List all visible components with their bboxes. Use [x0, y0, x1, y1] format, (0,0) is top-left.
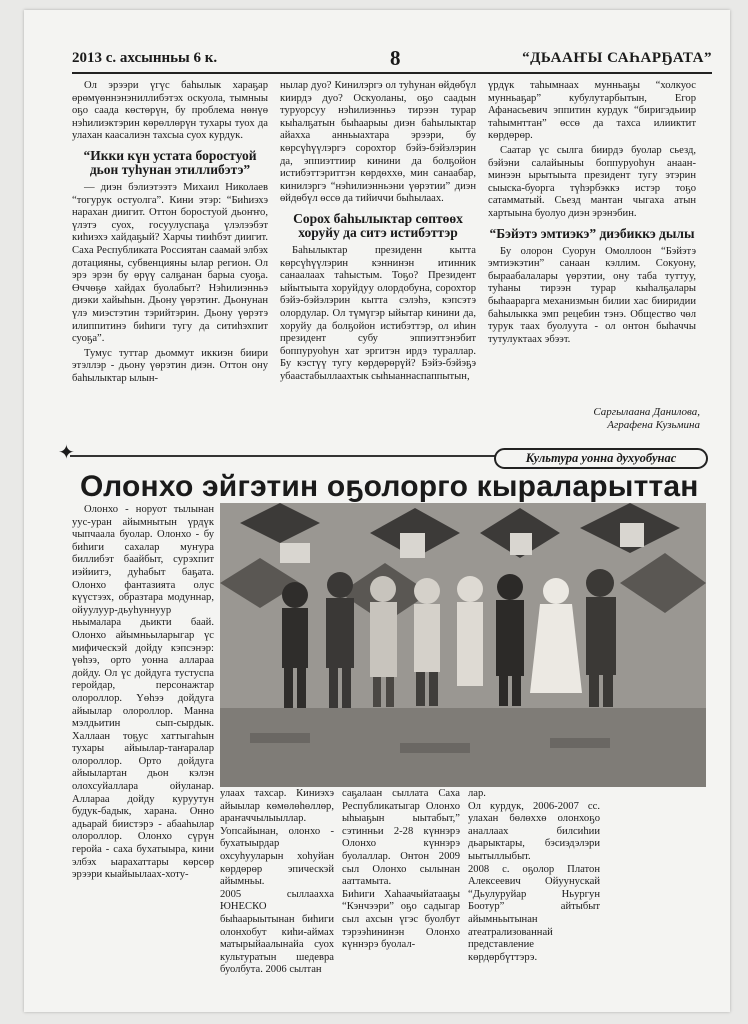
section-rubric: Культура уонна духуобунас: [494, 448, 708, 469]
article2-paragraph: Олонхо - норуот тылынан уус-уран айымнытын үрдүк чыпчаала буолар. Олонхо - бу биһиги сахалар муҥура биллибэт баайбыт, сурэхпит иэйиитэ, дуһабыт баҕата. Олонхо фантазията олус күүстээх, образтара модуннар, ойуулуур-дьуһуннуур ньымалара дьикти баай. Олонхо айымньыларыгар үс мифическэй дойду кэпсэнэр: үөһээ, орто уонна аллараа дойду. Ол үс дойдуга тустуспа геройдар, персонажтар олороллор. Үөһээ дойдуга айыылар олороллор. Манна мэлдьитин сып-сырдык. Халлаан тоҕус хаттыгаһын тухары айыылар-таҥаралар олороллор. Орто дойдуга айыылартан дьон кэлэн олохсуйаллара ойуланар. Аллараа дойду куруутун будук-бадык, харана. Онно адьарай биистэрэ - абааһылар олороллор. Олонхо сүрүн геройа - саха бухатыыра, кини элбэх ыарахаттары көрсөр эрээри кыайыылаах-хоту-: [72, 504, 214, 881]
article2-headline: Олонхо эйгэтин оҕолорго кыраларыттан: [80, 470, 699, 503]
article1-paragraph: нылар дуо? Кинилэргэ ол туһунан өйдөбүл киирдэ дуо? Оскуоланы, оҕо саадын туруорсуу нэһилиэнньэ тирээн турар кыһалҕатын быһаарыы диэн баһылыктар айахха анньыахтара эрээри, бу көрсүһүүлэргэ сорохтор бэйэ-бэйэлэрин да, эппиэттиир кинини да болҕойон истибэттэриттэн көрдөххө, мин санаабар, кинилэргэ “нэһилиэнньэни үөрэтии” диэн өйдөбүл өссө да тийиччи быһылаах.: [280, 80, 476, 205]
article1-subheading-1: “Икки күн устата боростуой дьон туһунан этиллибэтэ”: [83, 147, 257, 177]
issue-date: 2013 с. ахсынньы 6 к.: [72, 50, 218, 66]
article2-column-1: [72, 504, 214, 904]
newspaper-page: [24, 10, 730, 1012]
article1-paragraph: Ол эрээри үгүс баһылык хараҕар өрөмүөннэнэниллибэтэх оскуола, тымныы оҕо саада көстөрүн, бу проблема нөнүө нэһилиэктэрин көрөллөрүн тухары туох да улахан каасалиэн тахсыа суох курдук.: [72, 80, 268, 142]
children-costume-photo: [220, 503, 706, 787]
author-name: Аграфена Кузьмина: [607, 419, 700, 431]
page-header: [72, 46, 712, 74]
article2-column-3: [342, 788, 460, 1002]
article2-paragraph: саҕалаан сыллата Саха Республикатыгар Олонхо ыһыаҕын ыытабыт,” сэтинньи 2-28 күннэрэ Олонхо күннэрэ буолаллар. Онтон 2009 сыл Олонхо сылынан ааттамыта. Биһиги Хаһаачыйатааҕы “Кэнчээри” оҕо садыгар сыл ахсын үгэс буолбут тэрээһининэн Олонхо күннэрэ буолал-: [342, 788, 460, 951]
author-name: Саргылаана Данилова,: [593, 406, 700, 418]
article2-paragraph: лар. Ол курдук, 2006-2007 сс. улахан бөлөххө олонхоҕо аналлаах билсиһии дьарыктары, бэсиэдэлэри ыытыллыбыт. 2008 с. оҕолор Платон Алексеевич Ойуунускай “Дьулуруйар Ньургун Боотур” айтыбыт айымньытынан атеатрализованнай представление көрдөрбүттэрэ.: [468, 788, 600, 963]
article1-column-2: [280, 80, 476, 432]
article1-subheading-2: Сорох баһылыктар сөптөөх хоруйу да ситэ истибэттэр: [293, 210, 463, 240]
article2-paragraph: улаах тахсар. Киниэхэ айыылар көмөлөһөллөр, араҥаччылыыллар. Уопсайынан, олонхо - бухатыырдар охсуһууларын хоһуйан көрдөрөр эпическэй айымньы. 2005 сыллааххa ЮНЕСКО быһаарыытынан биһиги олонхобут киһи-аймах матырыйаалынайа суох культуратын шедевра буолбута. 2006 сылтан: [220, 788, 334, 976]
article1-paragraph: — диэн бэлиэтээтэ Михаил Николаев “тогурук остуолга”. Кини этэр: “Биһиэхэ нарахан диигит. Оттон боростуой дьоҥҥо, үлэтэ суох, госуулуспаҕа үлэлээбэт киһиэхэ хайдаҕый? Харчы тииһбэт диигит. Саха Республиката Россиятан саамай элбэх дотацияны, субвенцияны ылар регион. Ол эрэ эрэн бу өрүү салҕанан барыа суоҕа. Өччөҕө хайдах буолабыт? Нэһилиэнньэ диэки хайыһын. Дьону үөрэтиҥ. Дьонунан үлэ миэстэтин тэрийтэрин. Дьону үөрэтэ илиппитинэ биһиги тугу да ситиһэхпит суоҕа”.: [72, 181, 268, 345]
article2-column-2: [220, 788, 334, 1002]
article1-column-1: [72, 80, 268, 432]
article1-paragraph: үрдүк таһымнаах мунньаҕы “холкуос мунньаҕар” кубулутарбытын, Егор Афанасьевич эппитин курдук “биригэдьиир таһымнттан” өссө да тахса илииктит көрдөрөр.: [488, 80, 696, 142]
article1-signature: [494, 406, 700, 432]
article1-paragraph: Баһылыктар президенн кытта көрсүһүүлэрин кэннинэн итинник санаалаах таһыстым. Тоҕо? Президент ыйытыыта хоруйдуу олордобуна, сорохтор бэйэ-бэйэлэрин кытта сэлэһэ, кэпсэтэ олордулар. Ол түмүгэр ыйытар кинини да, хоруйу да болҕойон истибэттэр, ол иһин президент субу эппиэттэнэбит боппуруоһун хат эргитэн ирдэ тураллар. Бу кэстүү тугу көрдөрөрүй? Бэйэ-бэйэҕэ убаастабыллаахтык сыһыаннаспаппытын,: [280, 244, 476, 382]
article1-paragraph: Саатар үс сылга биирдэ буолар сьезд, бэйэни салайыныы боппуруоһун анаан-минээн ырытыыта президент тугу этэрин сыыска-буорга түһэрбэккэ истэр тоҕо сатамматый. Сьезд мантан чыгаха атын хартыына буолуо диэн эрэнэбин.: [488, 144, 696, 219]
page-number: 8: [390, 46, 401, 70]
article1-subheading-3: “Бэйэтэ эмтиэкэ” диэбиккэ дылы: [489, 225, 695, 241]
newspaper-name: “ДЬААҤЫ САҺАРҔАТА”: [522, 50, 712, 66]
article1-column-3: [488, 80, 696, 392]
article1-paragraph: Бу олорон Суорун Омоллоон “Бэйэтэ эмтиэкэтин” санаан кэллим. Сокуону, быраабалалары үөрэтии, ону таба туттуу, туһаны тирээн турар кыһалҕалары быһаарарга механизмын билии хас бииридии баһылыкка эмп рецебин тэнэ. Общество чөл турук таах буолуута - ол онтон быһаччы тутулуктаах эбээт.: [488, 245, 696, 345]
ornament-star-icon: ✦: [58, 442, 75, 464]
article2-column-4: [468, 788, 600, 1002]
photo-illustration: [220, 503, 706, 787]
article1-paragraph: Тумус туттар дьоммут иккиэн биири этэллэр - дьону үөрэтин диэн. Оттон ону баһылыктар ылын-: [72, 347, 268, 384]
